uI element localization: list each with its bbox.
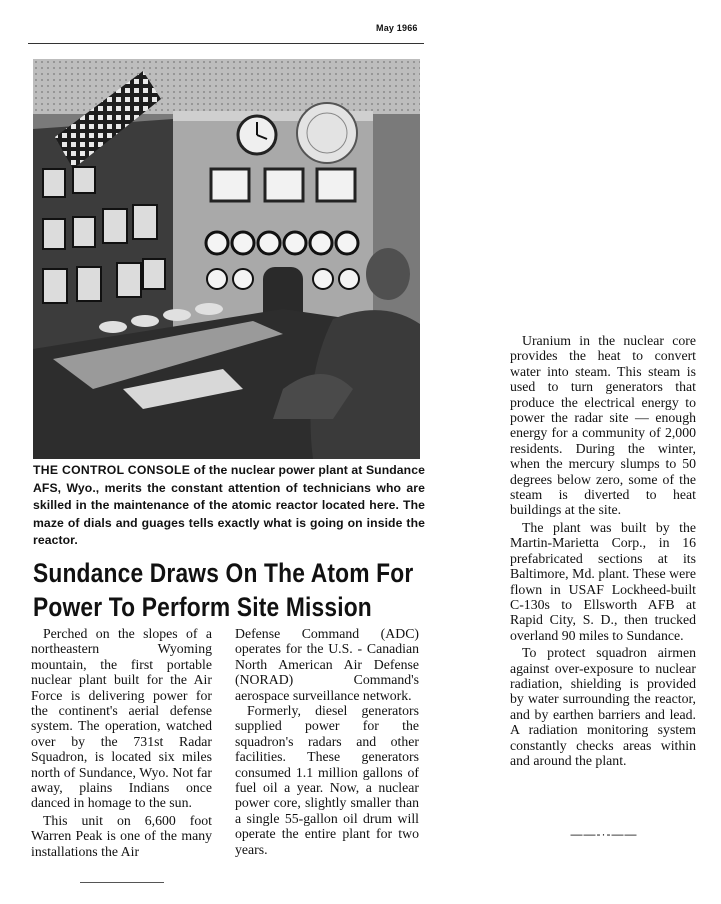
paragraph: Defense Command (ADC) operates for the U.S. - Canadian North American Air Defense (NORAD) Command's aerospace surveillance network. (235, 626, 419, 703)
paragraph: The plant was built by the Martin-Marietta Corp., in 16 prefabricated sections at its Baltimore, Md. plant. These were flown in USAF Lockheed-built C-130s to Ellsworth AFB at Rapid City, S. D., then trucked overland 90 miles to Sundance. (510, 519, 696, 643)
header-rule (28, 43, 424, 44)
paragraph: Perched on the slopes of a northeastern Wyoming mountain, the first portable nuclear plant built for the Air Force is delivering power for the continent's aerial defense system. The operation, watched over by the 731st Radar Squadron, is located six miles north of Sundance, Wyo. Not far away, plains Indians once danced in homage to the sun. (31, 626, 212, 811)
headline-line-2: Power To Perform Site Mission (33, 592, 372, 622)
column-end-rule (80, 882, 164, 883)
paragraph: Formerly, diesel generators supplied power for the squadron's radars and other facilities. These generators consumed 1.1 million gallons of fuel oil a year. Now, a nuclear power core, slightly smaller than a single 55-gallon oil drum will operate the entire plant for two years. (235, 703, 419, 857)
caption-text: of the nuclear power plant at Sundance AFS, Wyo., merits the constant attention of technicians who are skilled in the maintenance of the atomic reactor located here. The maze of dials and guages tells exactly what is going on inside the reactor. (33, 463, 425, 548)
article-column-3 (510, 333, 696, 768)
page-date: May 1966 (376, 23, 418, 33)
paragraph: This unit on 6,600 foot Warren Peak is one of the many installations the Air (31, 812, 212, 859)
photo-illustration (33, 59, 420, 459)
article-column-1 (31, 626, 212, 859)
caption-lead: THE CONTROL CONSOLE (33, 463, 191, 477)
headline-line-1: Sundance Draws On The Atom For (33, 558, 414, 588)
photo-caption (33, 462, 425, 550)
paragraph: Uranium in the nuclear core provides the heat to convert water into steam. This steam is used to turn generators that produce the electrical energy to power the radar site — enough energy for a community of 2,000 residents. During the winter, when the mercury slumps to 50 degrees below zero, some of the steam is diverted to heat buildings at the site. (510, 333, 696, 518)
end-of-article-mark: ——-·-—— (570, 827, 638, 841)
dial-icon (297, 103, 357, 163)
paragraph: To protect squadron airmen against over-exposure to nuclear radiation, shielding is provided by water surrounding the reactor, and by earthen barriers and lead. A radiation monitoring system constantly checks areas within and around the plant. (510, 645, 696, 768)
article-headline (33, 556, 414, 624)
article-column-2 (235, 626, 419, 857)
control-console-photo (33, 59, 420, 459)
